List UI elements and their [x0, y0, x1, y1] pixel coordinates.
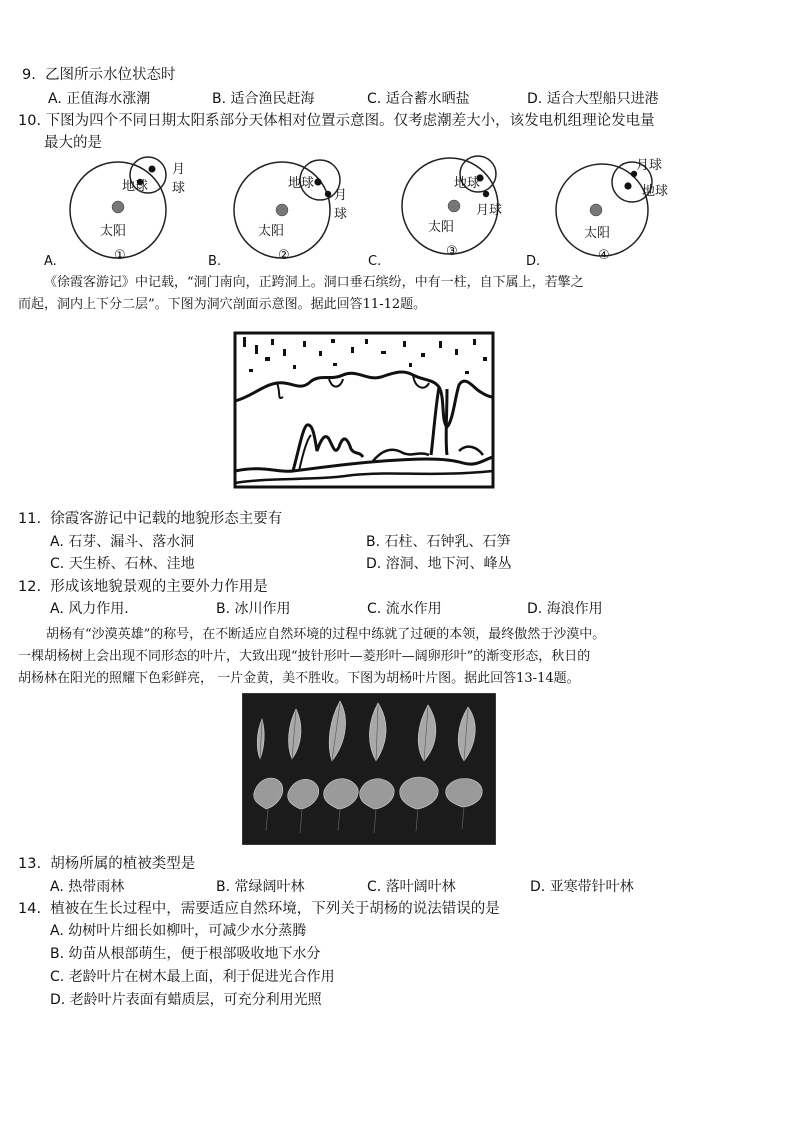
- q13-stem: [18, 855, 195, 873]
- option-text: 老龄叶片在树木最上面，利于促进光合作用: [68, 969, 335, 985]
- earth-label: 地球: [454, 176, 481, 191]
- option-letter: A.: [50, 534, 64, 550]
- q11-option-a[interactable]: [50, 533, 194, 551]
- diagram-index: ③: [446, 244, 458, 259]
- option-letter: B.: [50, 946, 65, 962]
- q14-stem: [18, 900, 500, 918]
- option-letter[interactable]: A.: [44, 254, 57, 269]
- q12-text: 形成该地貌景观的主要外力作用是: [50, 579, 268, 595]
- q12-option-d[interactable]: [527, 600, 603, 618]
- option-letter: C.: [50, 969, 65, 985]
- q9-option-b[interactable]: [212, 90, 315, 108]
- earth-label: 地球: [288, 176, 315, 191]
- q9-number: 9.: [22, 67, 36, 83]
- sun-label: 太阳: [584, 226, 611, 241]
- q12-option-c[interactable]: [367, 600, 442, 618]
- q12-number: 12.: [18, 579, 42, 595]
- option-text: 海浪作用: [546, 601, 603, 617]
- q13-option-a[interactable]: [50, 878, 124, 896]
- option-text: 适合蓄水晒盐: [385, 91, 470, 107]
- q10-stem: [18, 112, 655, 130]
- option-letter: D.: [527, 601, 543, 617]
- diagram-index: ②: [278, 248, 290, 263]
- option-letter: C.: [367, 91, 382, 107]
- q12-stem: [18, 578, 268, 596]
- earth-label: 地球: [122, 179, 149, 194]
- q10-number: 10.: [18, 113, 42, 129]
- option-text: 适合渔民赶海: [230, 91, 315, 107]
- passage2-line1: 胡杨有“沙漠英雄”的称号，在不断适应自然环境的过程中练就了过硬的本领，最终傲然于沙漠中。: [46, 627, 606, 642]
- option-text: 正值海水涨潮: [66, 91, 151, 107]
- q14-text: 植被在生长过程中，需要适应自然环境，下列关于胡杨的说法错误的是: [50, 901, 500, 917]
- q11-stem: [18, 510, 282, 528]
- passage1-line2: 而起，洞内上下分二层”。下图为洞穴剖面示意图。据此回答11-12题。: [18, 297, 427, 312]
- moon-label: 月球: [172, 162, 186, 196]
- q9-option-a[interactable]: [48, 90, 150, 108]
- option-letter: C.: [367, 601, 382, 617]
- q11-option-b[interactable]: [366, 533, 511, 551]
- option-letter: A.: [48, 91, 62, 107]
- option-text: 天生桥、石林、洼地: [68, 556, 195, 572]
- q10-text-line1: 下图为四个不同日期太阳系部分天体相对位置示意图。仅考虑潮差大小，该发电机组理论发电量: [45, 113, 655, 129]
- option-text: 幼树叶片细长如柳叶，可减少水分蒸腾: [68, 923, 307, 939]
- q13-number: 13.: [18, 856, 42, 872]
- option-text: 幼苗从根部萌生，便于根部吸收地下水分: [68, 946, 321, 962]
- q12-option-b[interactable]: [216, 600, 291, 618]
- moon-label: 月球: [334, 188, 348, 222]
- option-text: 亚寒带针叶林: [549, 879, 634, 895]
- option-text: 适合大型船只进港: [546, 91, 659, 107]
- diagram-index: ①: [114, 248, 126, 263]
- moon-label: 月球: [636, 158, 663, 173]
- option-text: 风力作用.: [68, 601, 129, 617]
- q14-number: 14.: [18, 901, 42, 917]
- option-text: 热带雨林: [68, 879, 125, 895]
- q13-option-b[interactable]: [216, 878, 305, 896]
- cave-cross-section-figure: [233, 331, 495, 489]
- q14-option-c[interactable]: [50, 968, 335, 986]
- option-text: 流水作用: [385, 601, 442, 617]
- q13-text: 胡杨所属的植被类型是: [50, 856, 196, 872]
- passage2-line3: 胡杨林在阳光的照耀下色彩鲜亮， 一片金黄，美不胜收。下图为胡杨叶片图。据此回答13-14题。: [18, 671, 580, 686]
- q11-option-d[interactable]: [366, 555, 512, 573]
- option-letter[interactable]: B.: [208, 254, 222, 269]
- orbit-diagram-1: [44, 152, 194, 270]
- q9-option-c[interactable]: [367, 90, 470, 108]
- option-letter: C.: [367, 879, 382, 895]
- q13-option-d[interactable]: [530, 878, 634, 896]
- q14-option-a[interactable]: [50, 922, 306, 940]
- passage1-line1: 《徐霞客游记》中记载，“洞门南向，正跨洞上。洞口垂石缤纷，中有一柱，自下属上，若擎之: [44, 275, 584, 290]
- q13-option-c[interactable]: [367, 878, 456, 896]
- sun-label: 太阳: [100, 224, 127, 239]
- q14-option-d[interactable]: [50, 991, 322, 1009]
- option-text: 溶洞、地下河、峰丛: [385, 556, 512, 572]
- option-letter: D.: [530, 879, 546, 895]
- q9-text: 乙图所示水位状态时: [45, 67, 176, 83]
- option-letter[interactable]: D.: [526, 254, 541, 269]
- option-text: 冰川作用: [234, 601, 291, 617]
- option-text: 常绿阔叶林: [234, 879, 305, 895]
- option-letter: D.: [50, 992, 66, 1008]
- earth-label: 地球: [642, 184, 669, 199]
- poplar-leaves-photo: [242, 693, 496, 845]
- option-letter[interactable]: C.: [368, 254, 382, 269]
- sun-label: 太阳: [258, 224, 285, 239]
- option-letter: C.: [50, 556, 65, 572]
- orbit-diagram-3: [370, 152, 520, 270]
- option-letter: D.: [366, 556, 382, 572]
- q11-option-c[interactable]: [50, 555, 195, 573]
- option-letter: A.: [50, 879, 64, 895]
- passage2-line2: 一棵胡杨树上会出现不同形态的叶片，大致出现“披针形叶—菱形叶—阔卵形叶”的渐变形态，秋日的: [18, 649, 591, 664]
- sun-label: 太阳: [428, 220, 455, 235]
- option-text: 老龄叶片表面有蜡质层，可充分利用光照: [69, 992, 322, 1008]
- q14-option-b[interactable]: [50, 945, 321, 963]
- q11-text: 徐霞客游记中记载的地貌形态主要有: [50, 511, 283, 527]
- moon-label: 月球: [476, 203, 503, 218]
- option-letter: A.: [50, 601, 64, 617]
- option-letter: A.: [50, 923, 64, 939]
- orbit-diagram-2: [208, 152, 358, 270]
- q9-option-d[interactable]: [527, 90, 659, 108]
- diagram-index: ④: [598, 248, 610, 263]
- cave-cross-section-graphic: [233, 331, 495, 489]
- option-text: 落叶阔叶林: [385, 879, 456, 895]
- option-letter: B.: [366, 534, 381, 550]
- option-text: 石芽、漏斗、落水洞: [68, 534, 195, 550]
- option-letter: D.: [527, 91, 543, 107]
- option-text: 石柱、石钟乳、石笋: [384, 534, 511, 550]
- poplar-leaves-graphic: [242, 693, 496, 845]
- option-letter: B.: [216, 601, 231, 617]
- q11-number: 11.: [18, 511, 42, 527]
- q9-stem: [22, 66, 176, 84]
- orbit-diagram-4: [524, 152, 684, 270]
- q12-option-a[interactable]: [50, 600, 129, 618]
- option-letter: B.: [212, 91, 227, 107]
- q10-text-line2: 最大的是: [44, 135, 102, 151]
- option-letter: B.: [216, 879, 231, 895]
